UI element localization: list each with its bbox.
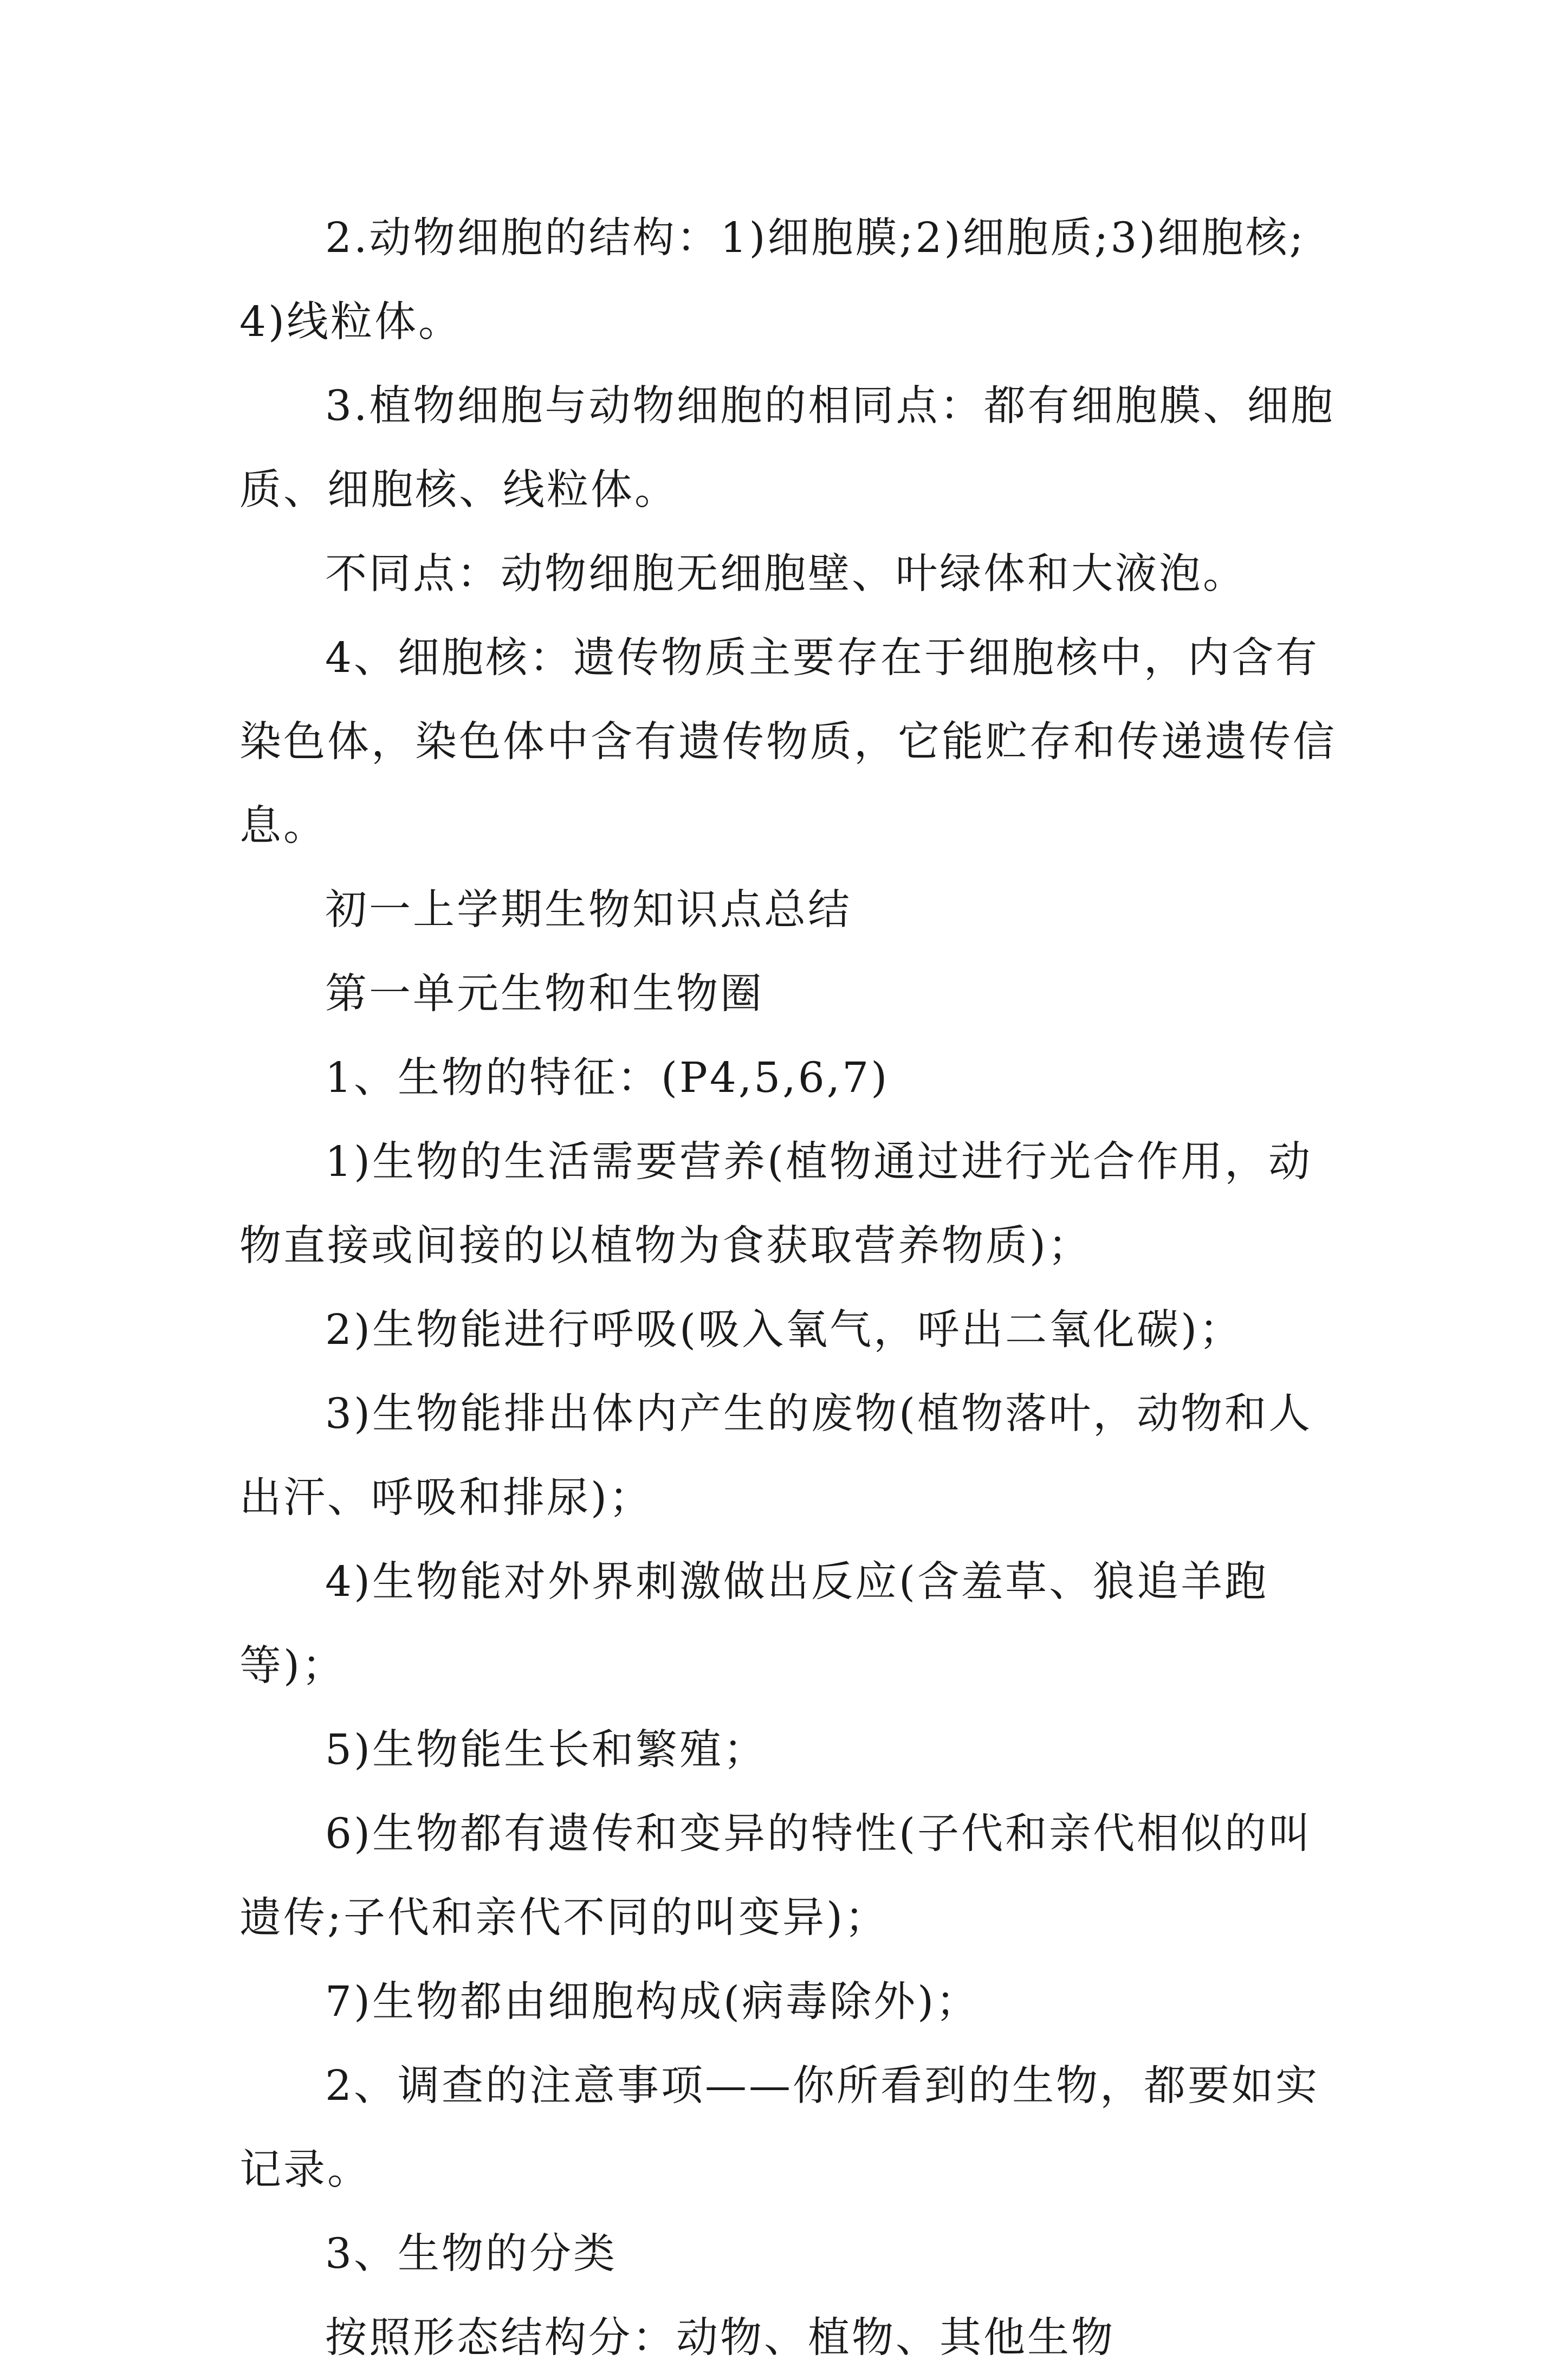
list-item-excretion: 3)生物能排出体内产生的废物(植物落叶，动物和人出汗、呼吸和排尿)； <box>239 1390 1313 1522</box>
list-item-response: 4)生物能对外界刺激做出反应(含羞草、狼追羊跑等)； <box>239 1558 1269 1690</box>
paragraph-cell-similarities: 3.植物细胞与动物细胞的相同点：都有细胞膜、细胞质、细胞核、线粒体。 <box>239 382 1335 514</box>
document-body <box>239 196 1345 2380</box>
paragraph-classification-morphology: 按照形态结构分：动物、植物、其他生物 <box>325 2314 1115 2362</box>
list-item-nutrition: 1)生物的生活需要营养(植物通过进行光合作用，动物直接或间接的以植物为食获取营养物质)； <box>239 1138 1313 1270</box>
list-item-respiration: 2)生物能进行呼吸(吸入氧气，呼出二氧化碳)； <box>325 1306 1243 1354</box>
paragraph-classification-heading: 3、生物的分类 <box>325 2230 617 2278</box>
section-heading-summary: 初一上学期生物知识点总结 <box>325 886 852 934</box>
paragraph-features-heading: 1、生物的特征：(P4,5,6,7) <box>325 1054 890 1102</box>
list-item-growth: 5)生物能生长和繁殖； <box>325 1726 768 1774</box>
paragraph-animal-cell-structure: 2.动物细胞的结构：1)细胞膜;2)细胞质;3)细胞核;4)线粒体。 <box>239 214 1306 346</box>
list-item-cells: 7)生物都由细胞构成(病毒除外)； <box>325 1978 980 2026</box>
paragraph-survey-notes: 2、调查的注意事项——你所看到的生物，都要如实记录。 <box>239 2062 1319 2194</box>
list-item-heredity: 6)生物都有遗传和变异的特性(子代和亲代相似的叫遗传;子代和亲代不同的叫变异)； <box>239 1810 1313 1942</box>
unit-heading: 第一单元生物和生物圈 <box>325 970 764 1018</box>
paragraph-nucleus: 4、细胞核：遗传物质主要存在于细胞核中，内含有染色体，染色体中含有遗传物质，它能贮存和传递遗传信息。 <box>239 634 1337 850</box>
paragraph-cell-differences: 不同点：动物细胞无细胞壁、叶绿体和大液泡。 <box>325 550 1247 598</box>
